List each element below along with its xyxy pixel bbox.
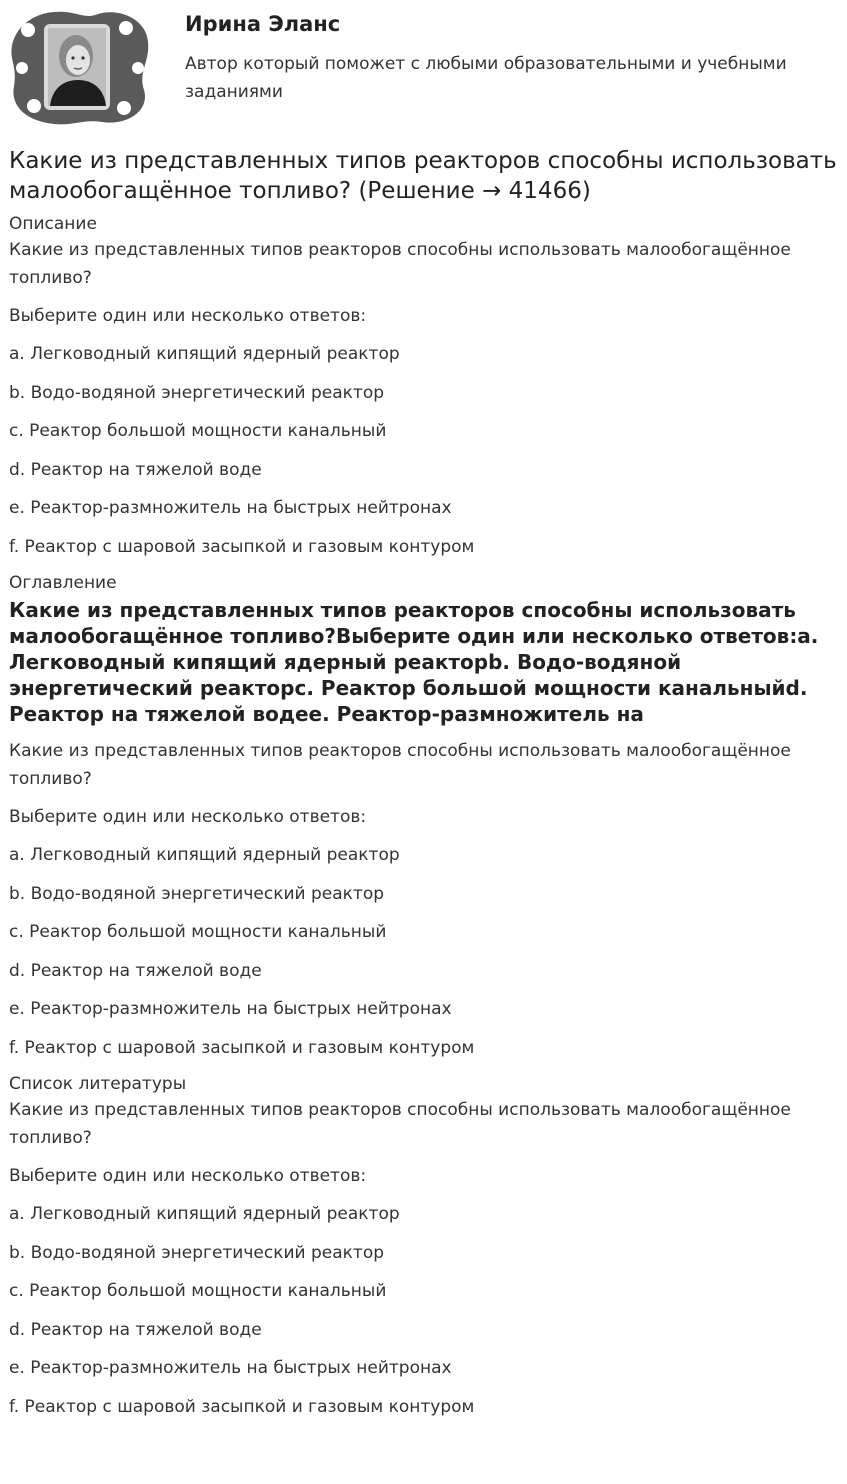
prompt-text: Выберите один или несколько ответов:: [9, 807, 367, 827]
description-section: [9, 212, 841, 561]
answer-option: e. Реактор-размножитель на быстрых нейтронах: [9, 999, 452, 1019]
question-text: Какие из представленных типов реакторов способны использовать малообогащённое топливо?: [9, 240, 791, 288]
answer-option: d. Реактор на тяжелой воде: [9, 960, 262, 981]
article: [9, 146, 841, 1431]
toc-heading: Какие из представленных типов реакторов способны использовать малообогащённое топливо?Выберите один или несколько ответов:a. Легководный кипящий ядерный реакторb. Водо-водяной энергетический реакторc. Реактор большой мощности канальныйd. Реактор на тяжелой водеe. Реактор-размножитель на: [9, 598, 819, 726]
author-name: Ирина Эланс: [185, 12, 341, 36]
answer-option: d. Реактор на тяжелой воде: [9, 459, 262, 480]
prompt-text: Выберите один или несколько ответов:: [9, 1166, 367, 1186]
question-text: Какие из представленных типов реакторов способны использовать малообогащённое топливо?: [9, 1100, 791, 1148]
section-label-toc: Оглавление: [9, 573, 117, 593]
answer-option: e. Реактор-размножитель на быстрых нейтронах: [9, 1358, 452, 1378]
references-section: [9, 1072, 841, 1421]
answer-option: c. Реактор большой мощности канальный: [9, 922, 387, 942]
answer-option: f. Реактор с шаровой засыпкой и газовым контуром: [9, 536, 475, 557]
question-text: Какие из представленных типов реакторов способны использовать малообогащённое топливо?: [9, 741, 791, 789]
answer-option: b. Водо-водяной энергетический реактор: [9, 883, 385, 904]
answer-option: f. Реактор с шаровой засыпкой и газовым контуром: [9, 1396, 475, 1417]
section-label-references: Список литературы: [9, 1074, 187, 1094]
answer-option: a. Легководный кипящий ядерный реактор: [9, 845, 400, 865]
answer-option: f. Реактор с шаровой засыпкой и газовым контуром: [9, 1037, 475, 1058]
answer-option: b. Водо-водяной энергетический реактор: [9, 1242, 385, 1263]
author-avatar: [6, 6, 152, 128]
section-label-description: Описание: [9, 214, 97, 234]
author-photo: [48, 28, 106, 106]
answer-option: d. Реактор на тяжелой воде: [9, 1319, 262, 1340]
answer-option: b. Водо-водяной энергетический реактор: [9, 382, 385, 403]
answer-option: e. Реактор-размножитель на быстрых нейтронах: [9, 498, 452, 518]
prompt-text: Выберите один или несколько ответов:: [9, 306, 367, 326]
answer-option: c. Реактор большой мощности канальный: [9, 1281, 387, 1301]
toc-section: [9, 571, 841, 1062]
answer-option: a. Легководный кипящий ядерный реактор: [9, 1204, 400, 1224]
answer-option: a. Легководный кипящий ядерный реактор: [9, 344, 400, 364]
author-card: [0, 0, 847, 140]
author-description: Автор который поможет с любыми образовательными и учебными заданиями: [185, 54, 787, 102]
answer-option: c. Реактор большой мощности канальный: [9, 421, 387, 441]
page-title: Какие из представленных типов реакторов способны использовать малообогащённое топливо? (Решение → 41466): [9, 148, 837, 204]
